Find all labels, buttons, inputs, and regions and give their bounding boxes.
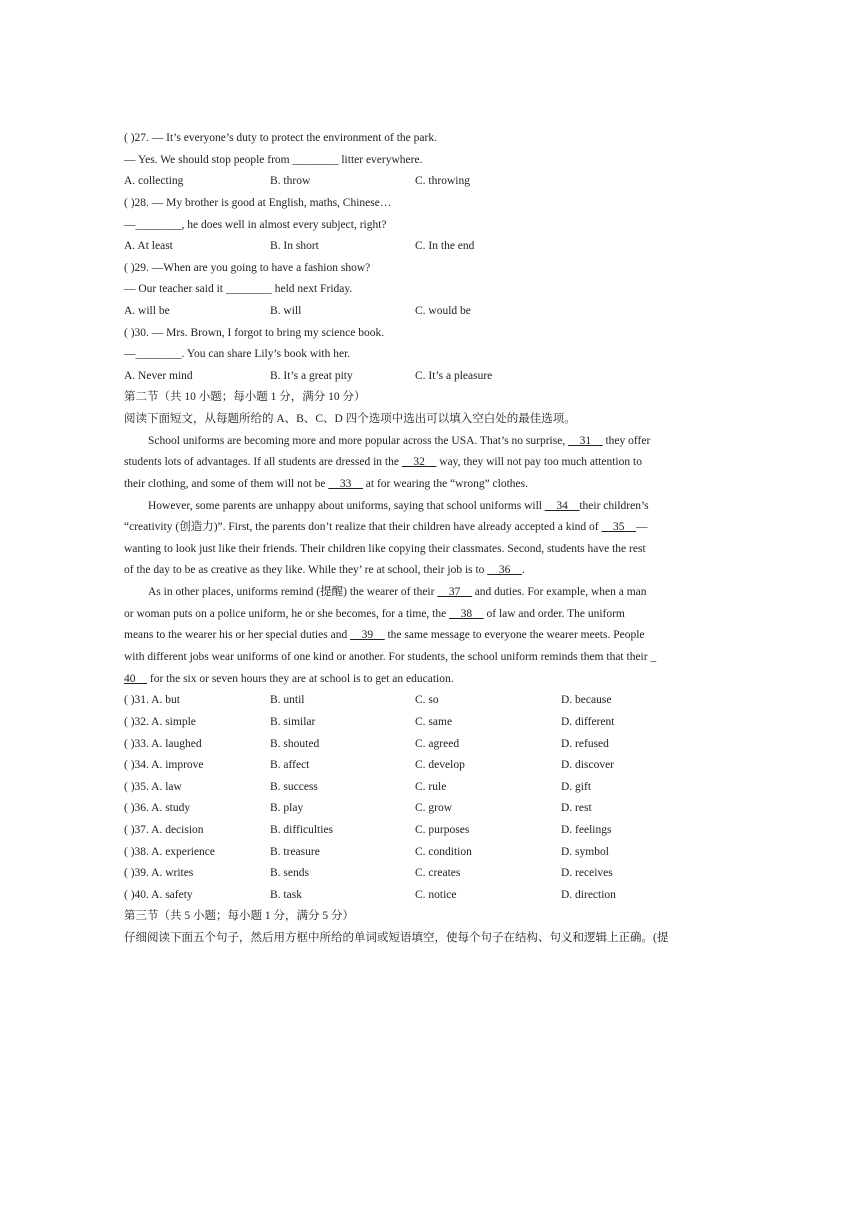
q28-stem: ( )28. — My brother is good at English, maths, Chinese… (124, 197, 392, 209)
section3-header: 第三节（共 5 小题；每小题 1 分，满分 5 分） (124, 910, 354, 922)
option-row-33-c: C. agreed (415, 738, 460, 750)
blank-37: __37__ (437, 586, 472, 598)
q28-option-a: A. At least (124, 240, 173, 252)
passage-line: As in other places, uniforms remind (提醒) the wearer of their __37__ and duties. For example, when a man (148, 586, 647, 598)
passage-line: wanting to look just like their friends. Their children like copying their classmates. Second, students have the rest (124, 543, 646, 555)
q29-reply: — Our teacher said it ________ held next Friday. (124, 283, 353, 295)
option-row-39-a: ( )39. A. writes (124, 867, 194, 879)
blank-35: __35__ (601, 521, 636, 533)
option-row-31-b: B. until (270, 694, 305, 706)
blank-31: __31__ (568, 435, 603, 447)
q27-reply: — Yes. We should stop people from ________ litter everywhere. (124, 154, 423, 166)
option-row-33-b: B. shouted (270, 738, 320, 750)
option-row-40-b: B. task (270, 889, 302, 901)
option-row-38-c: C. condition (415, 846, 472, 858)
option-row-32-d: D. different (561, 716, 615, 728)
blank-40: 40__ (124, 673, 147, 685)
q28-option-c: C. In the end (415, 240, 475, 252)
blank-38: __38__ (449, 608, 484, 620)
passage-line: “creativity (创造力)”. First, the parents don’t realize that their children have already accepted a kind of __35__— (124, 521, 648, 533)
section2-instruction: 阅读下面短文，从每题所给的 A、B、C、D 四个选项中选出可以填入空白处的最佳选项。 (124, 413, 576, 425)
section3-instruction: 仔细阅读下面五个句子，然后用方框中所给的单词或短语填空，使每个句子在结构、句义和逻辑上正确。(提 (124, 932, 669, 944)
option-row-36-c: C. grow (415, 802, 453, 814)
q27-option-a: A. collecting (124, 175, 184, 187)
option-row-38-a: ( )38. A. experience (124, 846, 216, 858)
blank-39: __39__ (350, 629, 385, 641)
option-row-36-d: D. rest (561, 802, 592, 814)
option-row-35-c: C. rule (415, 781, 447, 793)
option-row-39-c: C. creates (415, 867, 461, 879)
option-row-34-c: C. develop (415, 759, 465, 771)
passage-line: their clothing, and some of them will not be __33__ at for wearing the “wrong” clothes. (124, 478, 528, 490)
option-row-31-a: ( )31. A. but (124, 694, 180, 706)
option-row-36-b: B. play (270, 802, 304, 814)
option-row-35-a: ( )35. A. law (124, 781, 182, 793)
option-row-32-b: B. similar (270, 716, 316, 728)
option-row-34-d: D. discover (561, 759, 615, 771)
passage-line: or woman puts on a police uniform, he or she becomes, for a time, the __38__ of law and order. The uniform (124, 608, 625, 620)
option-row-38-d: D. symbol (561, 846, 609, 858)
q28-option-b: B. In short (270, 240, 319, 252)
q30-option-c: C. It’s a pleasure (415, 370, 493, 382)
option-row-37-d: D. feelings (561, 824, 612, 836)
option-row-33-a: ( )33. A. laughed (124, 738, 202, 750)
q30-stem: ( )30. — Mrs. Brown, I forgot to bring my science book. (124, 327, 385, 339)
section2-header: 第二节（共 10 小题；每小题 1 分，满分 10 分） (124, 391, 366, 403)
option-row-40-d: D. direction (561, 889, 616, 901)
passage-line: However, some parents are unhappy about uniforms, saying that school uniforms will __34__their children’s (148, 500, 649, 512)
passage-line: students lots of advantages. If all students are dressed in the __32__ way, they will not pay too much attention to (124, 456, 642, 468)
blank-34: __34__ (544, 500, 580, 512)
passage-line: School uniforms are becoming more and more popular across the USA. That’s no surprise, __31__ they offer (148, 435, 651, 447)
option-row-37-c: C. purposes (415, 824, 470, 836)
q30-reply: —________. You can share Lily’s book with her. (124, 348, 351, 360)
option-row-36-a: ( )36. A. study (124, 802, 191, 814)
q28-reply: —________, he does well in almost every subject, right? (124, 219, 387, 231)
option-row-34-a: ( )34. A. improve (124, 759, 204, 771)
option-row-31-c: C. so (415, 694, 439, 706)
option-row-40-c: C. notice (415, 889, 457, 901)
q29-stem: ( )29. —When are you going to have a fashion show? (124, 262, 371, 274)
q30-option-a: A. Never mind (124, 370, 193, 382)
option-row-35-b: B. success (270, 781, 318, 793)
q27-option-c: C. throwing (415, 175, 470, 187)
option-row-39-d: D. receives (561, 867, 613, 879)
blank-33: __33__ (328, 478, 363, 490)
blank-36: __36__ (487, 564, 522, 576)
passage-line: means to the wearer his or her special duties and __39__ the same message to everyone the wearer meets. People (124, 629, 645, 641)
option-row-35-d: D. gift (561, 781, 592, 793)
option-row-37-b: B. difficulties (270, 824, 334, 836)
option-row-33-d: D. refused (561, 738, 609, 750)
q30-option-b: B. It’s a great pity (270, 370, 353, 382)
option-row-34-b: B. affect (270, 759, 310, 771)
blank-32: __32__ (401, 456, 437, 468)
option-row-40-a: ( )40. A. safety (124, 889, 193, 901)
option-row-31-d: D. because (561, 694, 612, 706)
option-row-32-a: ( )32. A. simple (124, 716, 196, 728)
q27-option-b: B. throw (270, 175, 311, 187)
q29-option-c: C. would be (415, 305, 471, 317)
passage-line: of the day to be as creative as they like. While they’ re at school, their job is to __36__. (124, 564, 525, 576)
q27-stem: ( )27. — It’s everyone’s duty to protect the environment of the park. (124, 132, 437, 144)
option-row-37-a: ( )37. A. decision (124, 824, 204, 836)
option-row-38-b: B. treasure (270, 846, 320, 858)
q29-option-b: B. will (270, 305, 302, 317)
passage-line: with different jobs wear uniforms of one kind or another. For students, the school uniform reminds them that their _ (124, 651, 657, 663)
passage-line: 40__ for the six or seven hours they are at school is to get an education. (124, 673, 454, 685)
option-row-39-b: B. sends (270, 867, 309, 879)
q29-option-a: A. will be (124, 305, 170, 317)
option-row-32-c: C. same (415, 716, 453, 728)
